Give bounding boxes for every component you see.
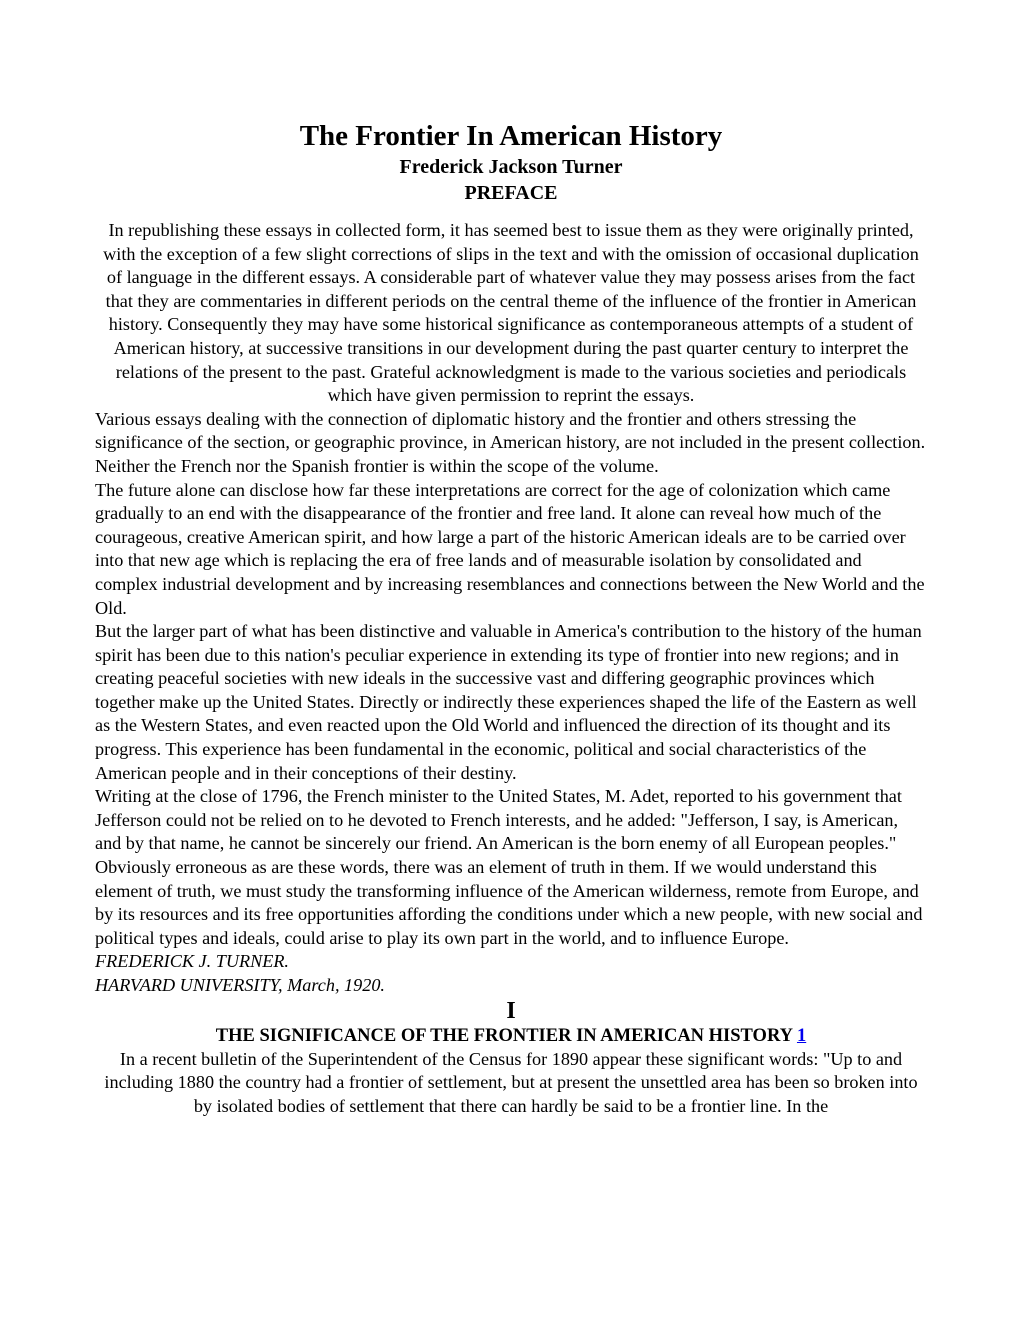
preface-paragraph-3: The future alone can disclose how far these interpretations are correct for the age of colonization which came gradually to an end with the disappearance of the frontier and free land. It alone can reveal how much of the courageous, creative American spirit, and how large a part of the historic American ideals are to be carried over into that new age which is replacing the era of free lands and of measurable isolation by consolidated and complex industrial development and by increasing resemblances and connections between the New World and the Old. [95, 479, 925, 618]
preface-heading: PREFACE [464, 182, 558, 204]
document-title: The Frontier In American History [299, 120, 723, 152]
preface-paragraph-5: Writing at the close of 1796, the French minister to the United States, M. Adet, reported to his government that Jefferson could not be relied on to he devoted to French interests, and he added: "Jefferson, I say, is American, and by that name, he cannot be sincerely our friend. An American is the born enemy of all European peoples." Obviously erroneous as are these words, there was an element of truth in them. If we would understand this element of truth, we must study the transforming influence of the American wilderness, remote from Europe, and by its resources and its free opportunities affording the conditions under which a new people, with new social and political types and ideals, could arise to play its own part in the world, and to influence Europe. [95, 786, 923, 948]
preface-paragraph-1: In republishing these essays in collected form, it has seemed best to issue them as they were originally printed, with the exception of a few slight corrections of slips in the text and with the omission of occasional duplication of language in the different essays. A considerable part of whatever value they may possess arises from the fact that they are commentaries in different periods on the central theme of the influence of the frontier in American history. Consequently they may have some historical significance as contemporaneous attempts of a student of American history, at successive transitions in our development during the past quarter century to interpret the relations of the present to the past. Grateful acknowledgment is made to the various societies and periodicals which have given permission to reprint the essays. [103, 220, 919, 406]
signature-place-date: HARVARD UNIVERSITY, March, 1920. [95, 975, 385, 995]
chapter-number: I [506, 997, 516, 1024]
signature-name: FREDERICK J. TURNER. [95, 951, 289, 972]
chapter-title-text: THE SIGNIFICANCE OF THE FRONTIER IN AMERICAN HISTORY [215, 1025, 793, 1046]
preface-paragraph-2: Various essays dealing with the connection of diplomatic history and the frontier and others stressing the significance of the section, or geographic province, in American history, are not included in the present collection. Neither the French nor the Spanish frontier is within the scope of the volume. [95, 408, 926, 476]
document-page [95, 118, 927, 1118]
preface-paragraph-4: But the larger part of what has been distinctive and valuable in America's contribution to the history of the human spirit has been due to this nation's peculiar experience in extending its type of frontier into new regions; and in creating peaceful societies with new ideals in the successive vast and differing geographic provinces which together make up the United States. Directly or indirectly these experiences shaped the life of the Eastern as well as the Western States, and even reacted upon the Old World and influenced the direction of its thought and its progress. This experience has been fundamental in the economic, political and social characteristics of the American people and in their conceptions of their destiny. [95, 621, 922, 783]
chapter-paragraph-1: In a recent bulletin of the Superintendent of the Census for 1890 appear these significant words: "Up to and including 1880 the country had a frontier of settlement, but at present the unsettled area has been so broken into by isolated bodies of settlement that there can hardly be said to be a frontier line. In the [104, 1048, 918, 1116]
chapter-heading [95, 1025, 927, 1048]
document-author: Frederick Jackson Turner [399, 156, 623, 178]
footnote-link[interactable]: 1 [796, 1025, 807, 1046]
